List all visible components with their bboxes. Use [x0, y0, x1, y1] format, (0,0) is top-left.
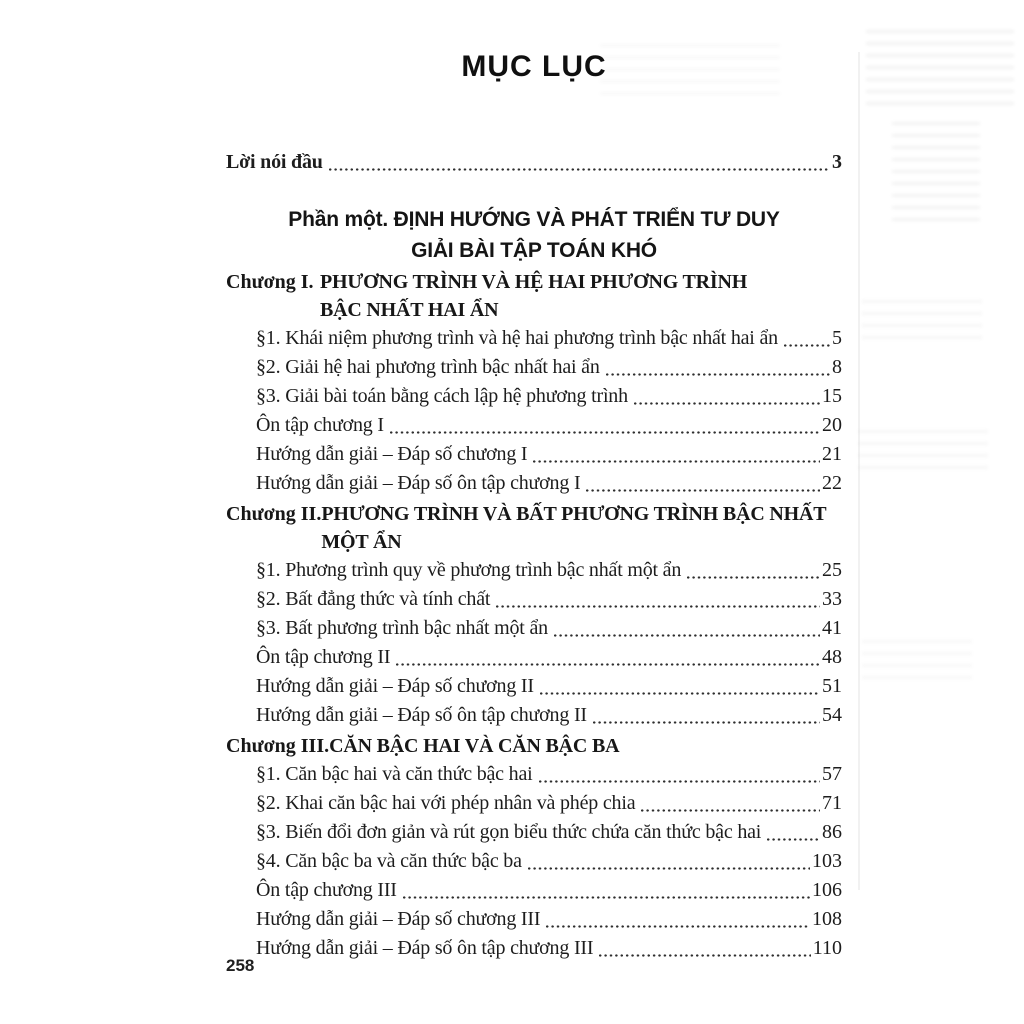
toc-entry-preface	[226, 148, 842, 177]
toc-entry-label: Ôn tập chương III	[256, 879, 397, 901]
bleedthrough-ghost	[892, 122, 980, 222]
folio-page-number: 258	[226, 956, 255, 975]
chapter-title-line1: PHƯƠNG TRÌNH VÀ BẤT PHƯƠNG TRÌNH BẬC NHẤT	[321, 503, 827, 525]
dot-leader	[390, 411, 820, 440]
toc-entry-label: §3. Giải bài toán bằng cách lập hệ phương trình	[256, 385, 628, 407]
toc-entry-page: 108	[812, 908, 842, 930]
toc-entry-page: 103	[812, 850, 842, 872]
dot-leader	[546, 905, 810, 934]
toc-entry-label: Hướng dẫn giải – Đáp số ôn tập chương III	[256, 937, 594, 959]
toc-entry	[226, 440, 842, 469]
dot-leader	[528, 847, 810, 876]
toc-entry	[226, 905, 842, 934]
toc-entry-label: Hướng dẫn giải – Đáp số ôn tập chương I	[256, 472, 581, 494]
chapter-title-line1: PHƯƠNG TRÌNH VÀ HỆ HAI PHƯƠNG TRÌNH	[320, 271, 748, 293]
dot-leader	[606, 353, 830, 382]
toc-entry-label: §2. Giải hệ hai phương trình bậc nhất hai ẩn	[256, 356, 600, 378]
dot-leader	[784, 324, 830, 353]
toc-entry-label: Hướng dẫn giải – Đáp số chương II	[256, 675, 534, 697]
bleedthrough-ghost	[862, 640, 972, 680]
toc-entry	[226, 585, 842, 614]
toc-entry-page: 5	[832, 327, 842, 349]
chapter-label: Chương I.	[226, 271, 314, 293]
toc-entry-page: 33	[822, 588, 842, 610]
dot-leader	[593, 701, 820, 730]
toc-entry-label: Ôn tập chương I	[256, 414, 384, 436]
toc-entry	[226, 382, 842, 411]
toc-entry-page: 110	[812, 937, 842, 959]
toc-entry	[226, 701, 842, 730]
toc-entry-page: 54	[822, 704, 842, 726]
dot-leader	[329, 148, 830, 177]
toc-entry-page: 106	[812, 879, 842, 901]
toc-entry-label: §1. Phương trình quy về phương trình bậc nhất một ẩn	[256, 559, 682, 581]
dot-leader	[767, 818, 820, 847]
bleedthrough-ghost	[866, 30, 1014, 110]
toc-entry-label: §4. Căn bậc ba và căn thức bậc ba	[256, 850, 522, 872]
toc-entry-label: §1. Căn bậc hai và căn thức bậc hai	[256, 763, 533, 785]
toc-entry-page: 20	[822, 414, 842, 436]
chapter-label: Chương II.	[226, 503, 322, 525]
toc-entry-label: §3. Biến đổi đơn giản và rút gọn biểu thức chứa căn thức bậc hai	[256, 821, 762, 843]
chapter-heading-3	[226, 732, 842, 760]
toc-entry	[226, 614, 842, 643]
dot-leader	[540, 672, 820, 701]
bleedthrough-ghost	[858, 430, 988, 470]
dot-leader	[687, 556, 820, 585]
bleedthrough-ghost	[862, 300, 982, 342]
page-edge-line	[858, 52, 860, 890]
chapter-title	[329, 732, 842, 760]
toc-entry-page: 21	[822, 443, 842, 465]
table-of-contents	[226, 148, 842, 963]
toc-entry	[226, 643, 842, 672]
toc-entry	[226, 324, 842, 353]
toc-entry-label: Hướng dẫn giải – Đáp số ôn tập chương II	[256, 704, 587, 726]
page-title: MỤC LỤC	[461, 50, 607, 83]
chapter-heading-1	[226, 268, 842, 324]
toc-entry-page: 86	[822, 821, 842, 843]
toc-entry	[226, 789, 842, 818]
dot-leader	[403, 876, 810, 905]
part-heading-line1: Phần một. ĐỊNH HƯỚNG VÀ PHÁT TRIỂN TƯ DUY	[288, 208, 780, 231]
toc-entry-label: §2. Bất đẳng thức và tính chất	[256, 588, 491, 610]
dot-leader	[533, 440, 820, 469]
toc-entry	[226, 934, 842, 963]
toc-entry-page: 48	[822, 646, 842, 668]
toc-entry-page: 51	[822, 675, 842, 697]
dot-leader	[641, 789, 820, 818]
part-heading-line2: GIẢI BÀI TẬP TOÁN KHÓ	[411, 239, 657, 262]
part-heading	[226, 204, 842, 266]
toc-entry	[226, 847, 842, 876]
toc-entry-label: Hướng dẫn giải – Đáp số chương III	[256, 908, 541, 930]
toc-entry	[226, 469, 842, 498]
chapter-title	[321, 500, 842, 556]
toc-entry	[226, 353, 842, 382]
dot-leader	[599, 934, 810, 963]
chapter-title-line2: BẬC NHẤT HAI ẨN	[320, 299, 499, 321]
chapter-title	[320, 268, 842, 324]
toc-entry-page: 22	[822, 472, 842, 494]
chapter-heading-2	[226, 500, 842, 556]
toc-entry-page: 41	[822, 617, 842, 639]
toc-entry-label: Lời nói đầu	[226, 151, 323, 173]
toc-entry-page: 71	[822, 792, 842, 814]
toc-entry-label: Ôn tập chương II	[256, 646, 391, 668]
toc-entry-label: §3. Bất phương trình bậc nhất một ẩn	[256, 617, 548, 639]
toc-entry	[226, 760, 842, 789]
toc-entry-page: 3	[832, 151, 842, 173]
toc-entry	[226, 411, 842, 440]
toc-entry-page: 8	[832, 356, 842, 378]
toc-entry-page: 57	[822, 763, 842, 785]
dot-leader	[586, 469, 820, 498]
toc-entry-label: §2. Khai căn bậc hai với phép nhân và phép chia	[256, 792, 636, 814]
toc-entry-label: Hướng dẫn giải – Đáp số chương I	[256, 443, 528, 465]
chapter-title-line2: MỘT ẨN	[321, 531, 402, 553]
toc-entry	[226, 876, 842, 905]
dot-leader	[396, 643, 820, 672]
dot-leader	[554, 614, 820, 643]
dot-leader	[496, 585, 820, 614]
toc-entry	[226, 672, 842, 701]
toc-entry-page: 15	[822, 385, 842, 407]
toc-entry-page: 25	[822, 559, 842, 581]
chapter-label: Chương III.	[226, 735, 330, 757]
toc-entry	[226, 818, 842, 847]
dot-leader	[539, 760, 821, 789]
chapter-title-line1: CĂN BẬC HAI VÀ CĂN BẬC BA	[329, 735, 620, 757]
toc-entry-label: §1. Khái niệm phương trình và hệ hai phương trình bậc nhất hai ẩn	[256, 327, 778, 349]
dot-leader	[634, 382, 820, 411]
toc-entry	[226, 556, 842, 585]
